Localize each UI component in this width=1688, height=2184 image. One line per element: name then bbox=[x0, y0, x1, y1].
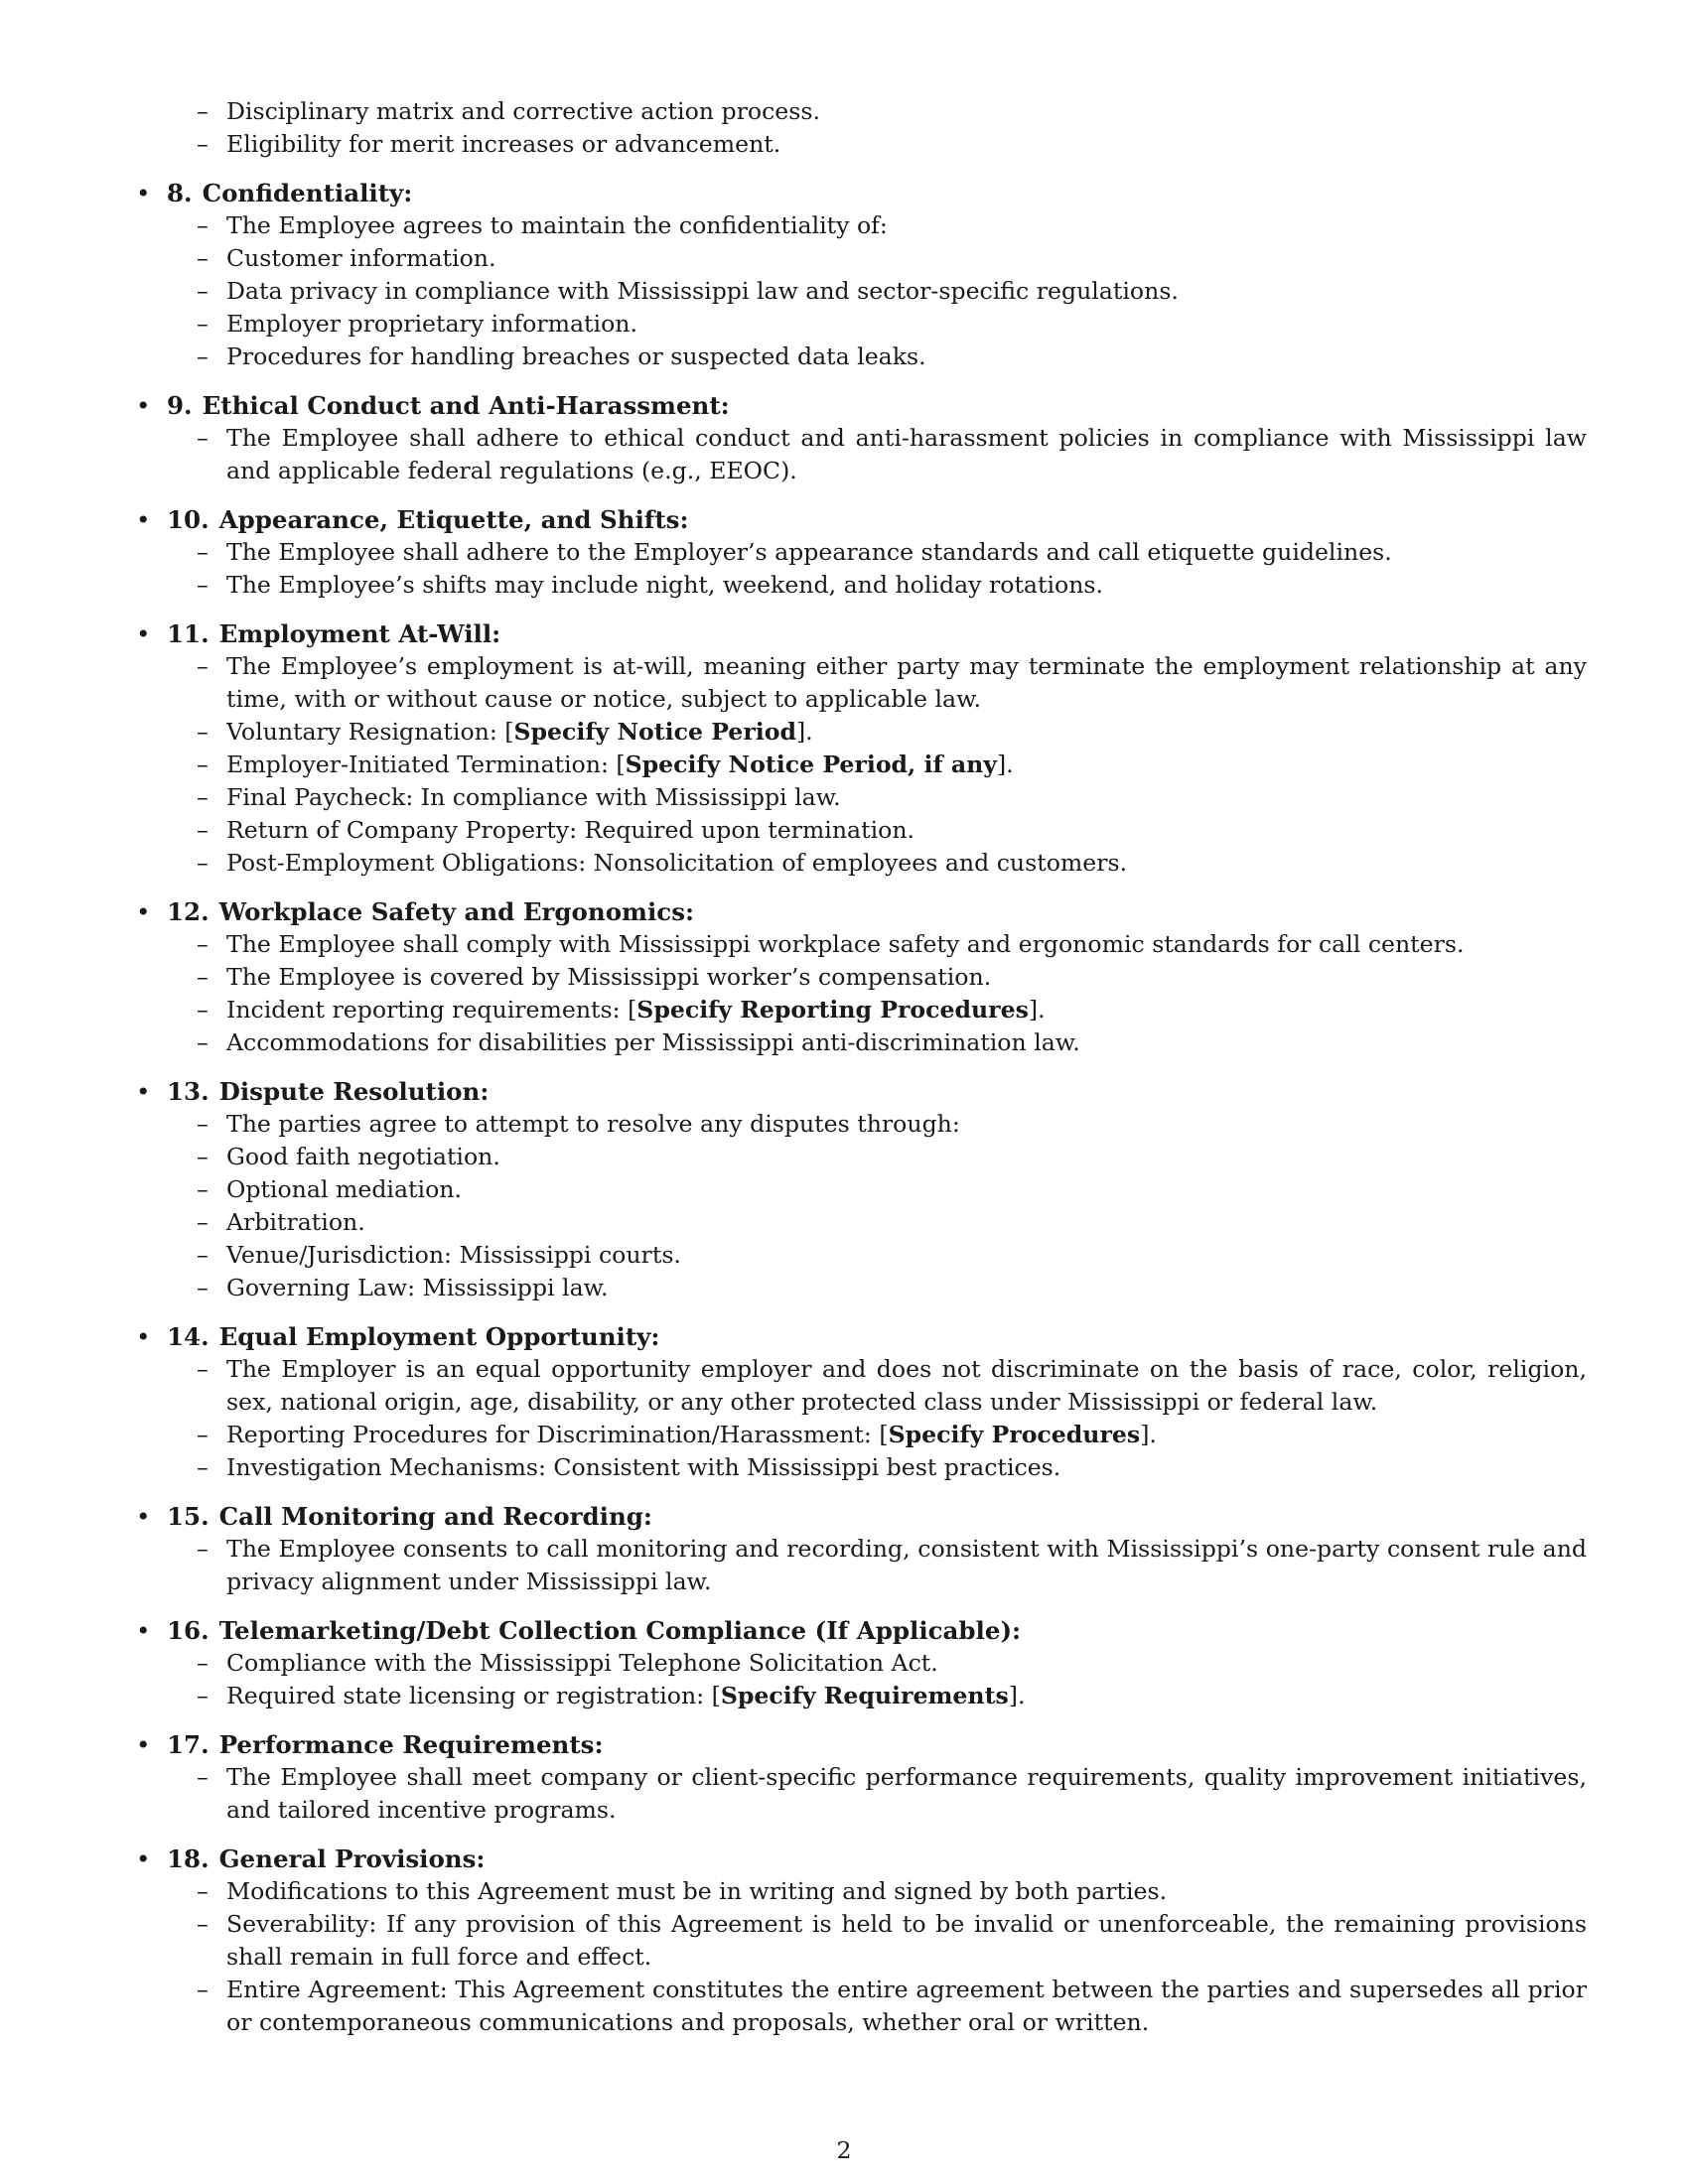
dash-marker: – bbox=[197, 963, 209, 991]
section-heading bbox=[0, 617, 1688, 650]
item-text: The Employee’s employment is at-will, meaning either party may terminate the employment relationship at any time, with or without cause or notice, subject to applicable law. bbox=[226, 652, 1587, 713]
section-14 bbox=[0, 1320, 1688, 1484]
section-title: Dispute Resolution: bbox=[218, 1077, 490, 1106]
item-text: The Employee shall comply with Mississippi workplace safety and ergonomic standards for call centers. bbox=[226, 930, 1465, 958]
list-item bbox=[0, 569, 1587, 602]
list-item bbox=[0, 536, 1587, 569]
list-item bbox=[0, 1974, 1587, 2039]
dash-marker: – bbox=[197, 849, 209, 877]
list-item bbox=[0, 928, 1587, 961]
section-title: General Provisions: bbox=[218, 1844, 486, 1873]
section-number: 16. bbox=[167, 1616, 210, 1645]
section-18 bbox=[0, 1843, 1688, 2039]
placeholder-text: Specify Notice Period bbox=[513, 718, 796, 746]
bullet-marker: • bbox=[136, 1077, 151, 1106]
dash-marker: – bbox=[197, 1649, 209, 1677]
section-title: Equal Employment Opportunity: bbox=[218, 1322, 660, 1351]
section-number: 18. bbox=[167, 1844, 210, 1873]
dash-marker: – bbox=[197, 342, 209, 370]
dash-marker: – bbox=[197, 1355, 209, 1383]
dash-marker: – bbox=[197, 1535, 209, 1563]
section-number: 8. bbox=[167, 179, 193, 207]
document-body bbox=[0, 95, 1688, 2055]
section-number: 14. bbox=[167, 1322, 210, 1351]
bullet-marker: • bbox=[136, 1322, 151, 1351]
item-text: Employer proprietary information. bbox=[226, 310, 637, 338]
placeholder-text: Specify Notice Period, if any bbox=[625, 751, 997, 778]
section-title: Telemarketing/Debt Collection Compliance (If Applicable): bbox=[218, 1616, 1022, 1645]
section-16 bbox=[0, 1614, 1688, 1712]
list-item bbox=[0, 422, 1587, 487]
item-text-suffix: ]. bbox=[996, 751, 1014, 778]
item-text-suffix: ]. bbox=[1008, 1682, 1026, 1709]
section-title: Employment At-Will: bbox=[218, 619, 501, 648]
item-text: Post-Employment Obligations: Nonsolicitation of employees and customers. bbox=[226, 849, 1128, 877]
section-items bbox=[0, 422, 1688, 487]
list-item bbox=[0, 1272, 1587, 1304]
item-text: The Employee is covered by Mississippi worker’s compensation. bbox=[226, 963, 992, 991]
list-item bbox=[0, 1108, 1587, 1141]
list-item bbox=[0, 650, 1587, 716]
bullet-marker: • bbox=[136, 897, 151, 926]
section-items bbox=[0, 536, 1688, 602]
list-item bbox=[0, 994, 1587, 1026]
section-title: Confidentiality: bbox=[202, 179, 413, 207]
section-heading bbox=[0, 895, 1688, 928]
list-item bbox=[0, 341, 1587, 373]
item-text: Required state licensing or registration: [ bbox=[226, 1682, 721, 1709]
section-items bbox=[0, 1108, 1688, 1304]
dash-marker: – bbox=[197, 1274, 209, 1301]
item-text: Entire Agreement: This Agreement constitutes the entire agreement between the parties and supersedes all prior or contemporaneous communications and proposals, whether oral or written. bbox=[226, 1976, 1587, 2036]
item-text: Procedures for handling breaches or suspected data leaks. bbox=[226, 342, 926, 370]
section-number: 15. bbox=[167, 1502, 210, 1531]
bullet-marker: • bbox=[136, 1730, 151, 1759]
item-text: Customer information. bbox=[226, 244, 496, 272]
section-heading bbox=[0, 1320, 1688, 1353]
list-item bbox=[0, 95, 1587, 128]
section-items bbox=[0, 1647, 1688, 1712]
section-items bbox=[0, 1761, 1688, 1827]
section-heading bbox=[0, 1614, 1688, 1647]
section-heading bbox=[0, 503, 1688, 536]
item-text-suffix: ]. bbox=[1028, 996, 1046, 1024]
dash-marker: – bbox=[197, 1453, 209, 1481]
item-text-suffix: ]. bbox=[795, 718, 813, 746]
section-title: Appearance, Etiquette, and Shifts: bbox=[218, 505, 689, 534]
item-text: Good faith negotiation. bbox=[226, 1143, 500, 1170]
list-item bbox=[0, 1419, 1587, 1451]
list-item bbox=[0, 1533, 1587, 1598]
dash-marker: – bbox=[197, 1028, 209, 1056]
item-text-suffix: ]. bbox=[1140, 1421, 1157, 1448]
list-item bbox=[0, 1451, 1587, 1484]
section-title: Workplace Safety and Ergonomics: bbox=[218, 897, 695, 926]
section-title: Performance Requirements: bbox=[218, 1730, 604, 1759]
section-items bbox=[0, 1353, 1688, 1484]
dash-marker: – bbox=[197, 97, 209, 125]
section-heading bbox=[0, 1500, 1688, 1533]
item-text: The parties agree to attempt to resolve any disputes through: bbox=[226, 1110, 960, 1138]
item-text: Final Paycheck: In compliance with Mississippi law. bbox=[226, 783, 841, 811]
item-text: Venue/Jurisdiction: Mississippi courts. bbox=[226, 1241, 681, 1269]
item-text: The Employee’s shifts may include night, weekend, and holiday rotations. bbox=[226, 571, 1104, 599]
section-heading bbox=[0, 389, 1688, 422]
item-text: Reporting Procedures for Discrimination/Harassment: [ bbox=[226, 1421, 889, 1448]
dash-marker: – bbox=[197, 1910, 209, 1938]
list-item bbox=[0, 275, 1587, 308]
list-item bbox=[0, 308, 1587, 341]
dash-marker: – bbox=[197, 1110, 209, 1138]
dash-marker: – bbox=[197, 718, 209, 746]
section-items bbox=[0, 928, 1688, 1059]
item-text: Compliance with the Mississippi Telephone Solicitation Act. bbox=[226, 1649, 938, 1677]
section-items bbox=[0, 1875, 1688, 2039]
section-number: 9. bbox=[167, 391, 193, 420]
section-12 bbox=[0, 895, 1688, 1059]
sections-container bbox=[0, 177, 1688, 2039]
item-text: The Employee shall meet company or client-specific performance requirements, quality improvement initiatives, and tailored incentive programs. bbox=[226, 1763, 1587, 1824]
item-text: Data privacy in compliance with Mississippi law and sector-specific regulations. bbox=[226, 277, 1179, 305]
item-text: Eligibility for merit increases or advancement. bbox=[226, 130, 781, 158]
list-item bbox=[0, 781, 1587, 814]
list-item bbox=[0, 1026, 1587, 1059]
section-items bbox=[0, 1533, 1688, 1598]
item-text: Modifications to this Agreement must be in writing and signed by both parties. bbox=[226, 1877, 1168, 1905]
list-item bbox=[0, 1908, 1587, 1974]
item-text: Return of Company Property: Required upon termination. bbox=[226, 816, 915, 844]
section-number: 10. bbox=[167, 505, 210, 534]
list-item bbox=[0, 716, 1587, 749]
section-17 bbox=[0, 1728, 1688, 1827]
dash-marker: – bbox=[197, 1208, 209, 1236]
item-text: Employer-Initiated Termination: [ bbox=[226, 751, 626, 778]
list-item bbox=[0, 1680, 1587, 1712]
item-text: Accommodations for disabilities per Mississippi anti-discrimination law. bbox=[226, 1028, 1080, 1056]
section-heading bbox=[0, 1075, 1688, 1108]
dash-marker: – bbox=[197, 424, 209, 452]
list-item bbox=[0, 961, 1587, 994]
bullet-marker: • bbox=[136, 391, 151, 420]
dash-marker: – bbox=[197, 1976, 209, 2003]
placeholder-text: Specify Reporting Procedures bbox=[636, 996, 1029, 1024]
list-item bbox=[0, 1141, 1587, 1173]
item-text: The Employee agrees to maintain the confidentiality of: bbox=[226, 211, 888, 239]
dash-marker: – bbox=[197, 277, 209, 305]
placeholder-text: Specify Requirements bbox=[720, 1682, 1009, 1709]
section-title: Call Monitoring and Recording: bbox=[218, 1502, 652, 1531]
section-9 bbox=[0, 389, 1688, 487]
list-item bbox=[0, 1173, 1587, 1206]
dash-marker: – bbox=[197, 130, 209, 158]
dash-marker: – bbox=[197, 211, 209, 239]
section-title: Ethical Conduct and Anti-Harassment: bbox=[202, 391, 730, 420]
section-11 bbox=[0, 617, 1688, 880]
section-number: 12. bbox=[167, 897, 210, 926]
section-13 bbox=[0, 1075, 1688, 1304]
bullet-marker: • bbox=[136, 619, 151, 648]
section-8 bbox=[0, 177, 1688, 373]
section-items bbox=[0, 209, 1688, 373]
dash-marker: – bbox=[197, 1421, 209, 1448]
item-text: The Employer is an equal opportunity employer and does not discriminate on the basis of race, color, religion, sex, national origin, age, disability, or any other protected class under Mississippi or federal law. bbox=[226, 1355, 1587, 1416]
section-heading bbox=[0, 1728, 1688, 1761]
section-15 bbox=[0, 1500, 1688, 1598]
dash-marker: – bbox=[197, 783, 209, 811]
dash-marker: – bbox=[197, 1877, 209, 1905]
list-item bbox=[0, 209, 1587, 242]
section-heading bbox=[0, 1843, 1688, 1875]
item-text: Disciplinary matrix and corrective action process. bbox=[226, 97, 820, 125]
item-text: Voluntary Resignation: [ bbox=[226, 718, 514, 746]
bullet-marker: • bbox=[136, 1844, 151, 1873]
dash-marker: – bbox=[197, 751, 209, 778]
continued-list bbox=[0, 95, 1688, 161]
dash-marker: – bbox=[197, 571, 209, 599]
list-item bbox=[0, 1647, 1587, 1680]
item-text: The Employee consents to call monitoring and recording, consistent with Mississippi’s one-party consent rule and privacy alignment under Mississippi law. bbox=[226, 1535, 1587, 1595]
dash-marker: – bbox=[197, 310, 209, 338]
dash-marker: – bbox=[197, 1175, 209, 1203]
item-text: Severability: If any provision of this Agreement is held to be invalid or unenforceable, the remaining provisions shall remain in full force and effect. bbox=[226, 1910, 1587, 1971]
section-number: 13. bbox=[167, 1077, 210, 1106]
dash-marker: – bbox=[197, 930, 209, 958]
list-item bbox=[0, 1353, 1587, 1419]
dash-marker: – bbox=[197, 996, 209, 1024]
dash-marker: – bbox=[197, 652, 209, 680]
list-item bbox=[0, 1875, 1587, 1908]
bullet-marker: • bbox=[136, 179, 151, 207]
item-text: Investigation Mechanisms: Consistent with Mississippi best practices. bbox=[226, 1453, 1061, 1481]
dash-marker: – bbox=[197, 1241, 209, 1269]
list-item bbox=[0, 1239, 1587, 1272]
list-item bbox=[0, 847, 1587, 880]
dash-marker: – bbox=[197, 1143, 209, 1170]
list-item bbox=[0, 128, 1587, 161]
list-item bbox=[0, 749, 1587, 781]
item-text: Arbitration. bbox=[226, 1208, 365, 1236]
dash-marker: – bbox=[197, 538, 209, 566]
dash-marker: – bbox=[197, 816, 209, 844]
item-text: The Employee shall adhere to the Employer’s appearance standards and call etiquette guidelines. bbox=[226, 538, 1392, 566]
dash-marker: – bbox=[197, 1763, 209, 1791]
item-text: The Employee shall adhere to ethical conduct and anti-harassment policies in compliance with Mississippi law and applicable federal regulations (e.g., EEOC). bbox=[226, 424, 1587, 484]
list-item bbox=[0, 1206, 1587, 1239]
item-text: Optional mediation. bbox=[226, 1175, 462, 1203]
item-text: Governing Law: Mississippi law. bbox=[226, 1274, 609, 1301]
bullet-marker: • bbox=[136, 1502, 151, 1531]
bullet-marker: • bbox=[136, 505, 151, 534]
section-heading bbox=[0, 177, 1688, 209]
section-number: 11. bbox=[167, 619, 210, 648]
bullet-marker: • bbox=[136, 1616, 151, 1645]
list-item bbox=[0, 814, 1587, 847]
section-number: 17. bbox=[167, 1730, 210, 1759]
page-number: 2 bbox=[836, 2136, 852, 2164]
placeholder-text: Specify Procedures bbox=[888, 1421, 1141, 1448]
item-text: Incident reporting requirements: [ bbox=[226, 996, 637, 1024]
list-item bbox=[0, 1761, 1587, 1827]
dash-marker: – bbox=[197, 244, 209, 272]
dash-marker: – bbox=[197, 1682, 209, 1709]
section-10 bbox=[0, 503, 1688, 602]
list-item bbox=[0, 242, 1587, 275]
section-items bbox=[0, 650, 1688, 880]
